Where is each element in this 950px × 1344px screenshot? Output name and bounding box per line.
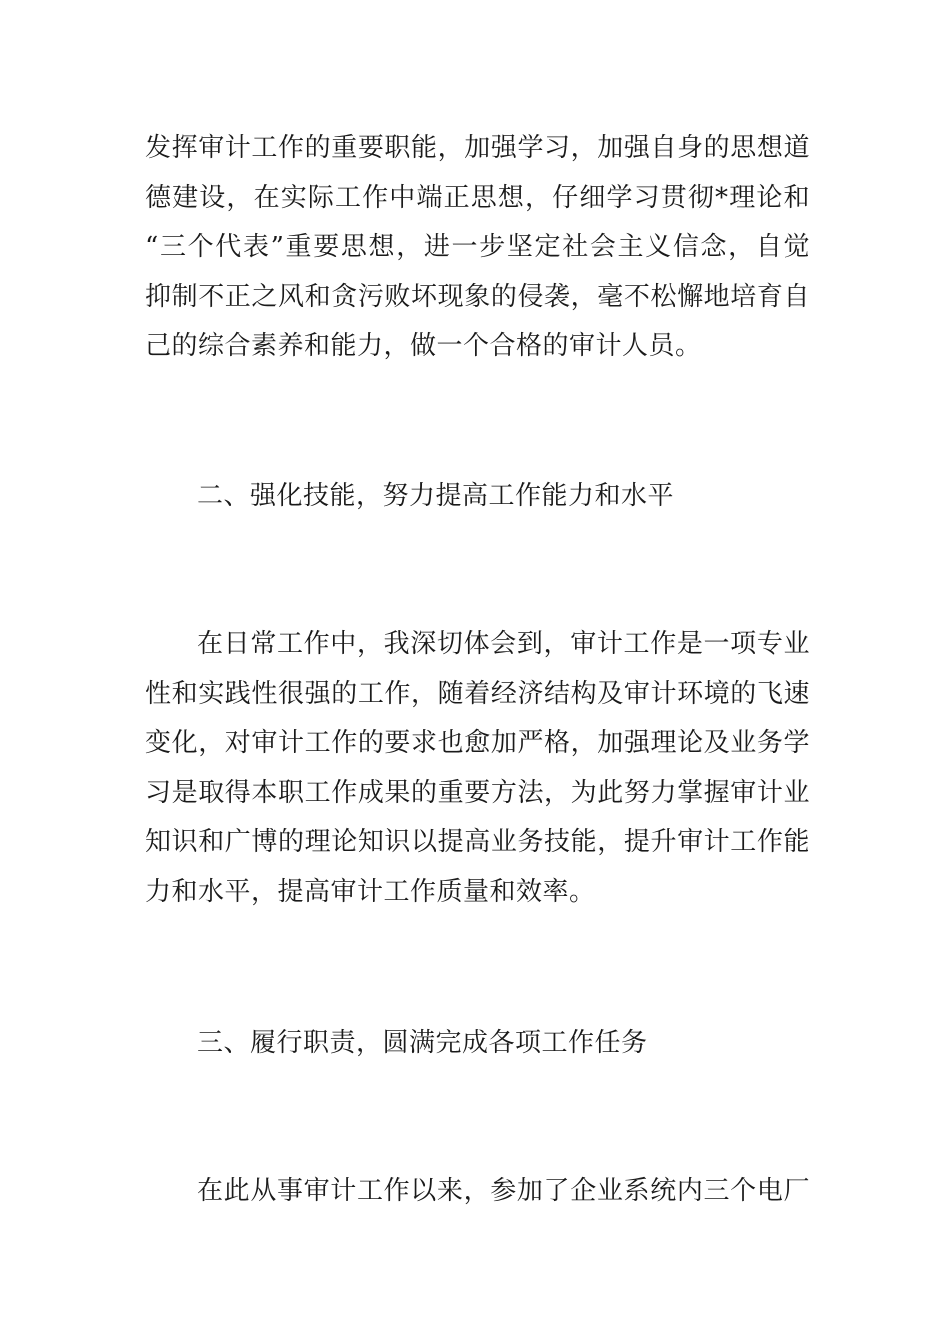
paragraph-line: 抑制不正之风和贪污败坏现象的侵袭，毫不松懈地培育自 <box>145 281 810 312</box>
paragraph-line: 习是取得本职工作成果的重要方法，为此努力掌握审计业 <box>145 777 810 808</box>
paragraph-line: 在日常工作中，我深切体会到，审计工作是一项专业 <box>197 629 810 659</box>
paragraph-line: 变化，对审计工作的要求也愈加严格，加强理论及业务学 <box>145 728 810 758</box>
section-heading-2: 二、强化技能，努力提高工作能力和水平 <box>197 481 675 511</box>
paragraph-1 <box>145 124 810 372</box>
paragraph-line: 在此从事审计工作以来，参加了企业系统内三个电厂 <box>197 1176 810 1206</box>
paragraph-line: “三个代表”重要思想，进一步坚定社会主义信念，自觉 <box>145 232 810 262</box>
paragraph-line: 知识和广博的理论知识以提高业务技能，提升审计工作能 <box>145 827 810 857</box>
paragraph-3 <box>145 1167 810 1217</box>
paragraph-2 <box>145 620 810 917</box>
paragraph-line: 己的综合素养和能力，做一个合格的审计人员。 <box>145 331 702 361</box>
paragraph-line: 性和实践性很强的工作，随着经济结构及审计环境的飞速 <box>145 678 810 709</box>
section-heading-3: 三、履行职责，圆满完成各项工作任务 <box>197 1028 648 1058</box>
paragraph-line: 德建设，在实际工作中端正思想，仔细学习贯彻*理论和 <box>145 182 810 213</box>
paragraph-line: 发挥审计工作的重要职能，加强学习，加强自身的思想道 <box>145 133 810 163</box>
paragraph-line: 力和水平，提高审计工作质量和效率。 <box>145 876 596 907</box>
